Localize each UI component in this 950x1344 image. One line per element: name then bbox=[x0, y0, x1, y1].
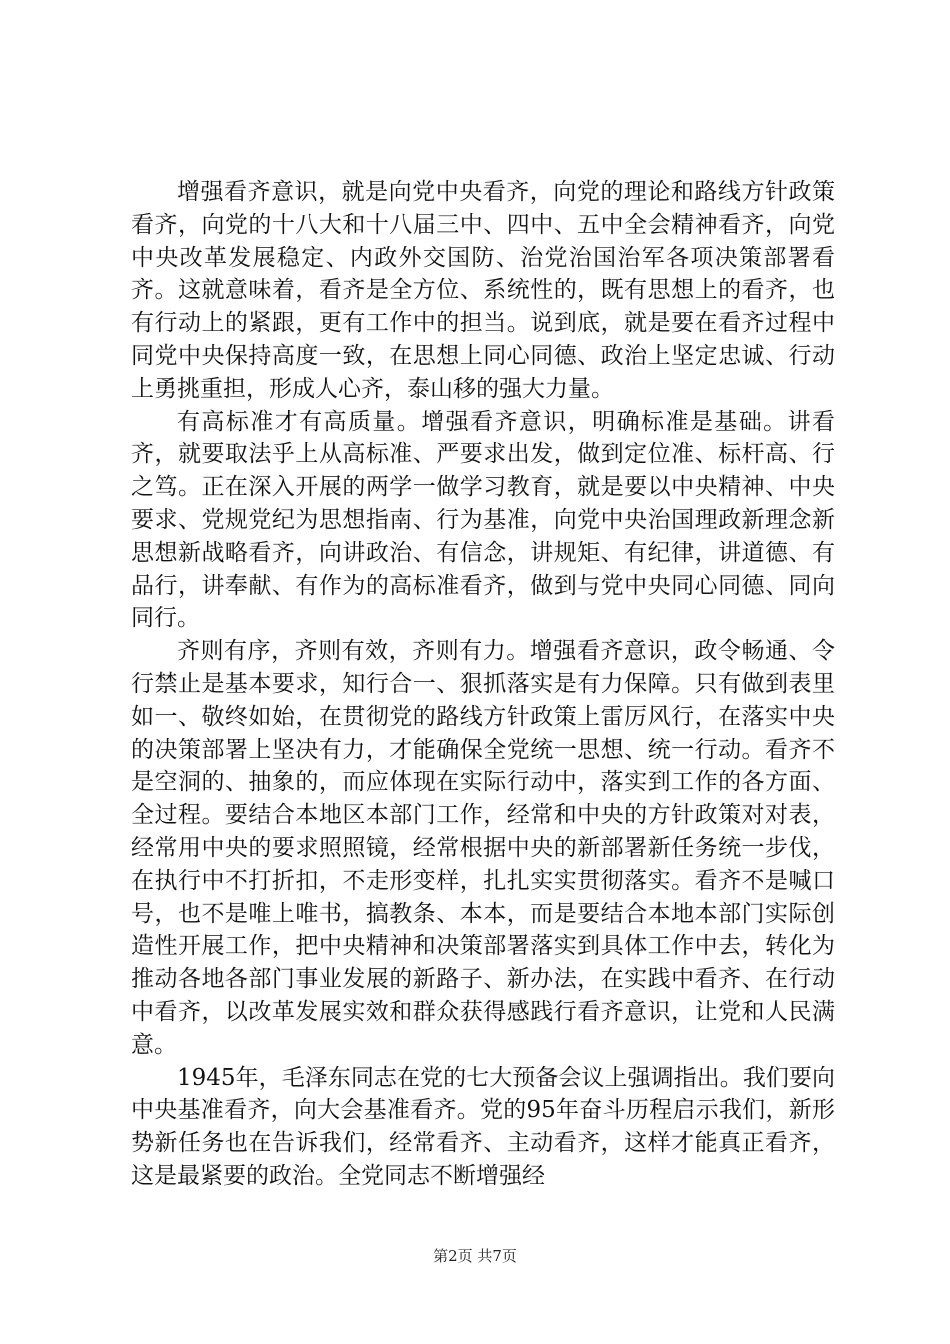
paragraph-4: 1945年，毛泽东同志在党的七大预备会议上强调指出。我们要向中央基准看齐，向大会基准看齐。党的95年奋斗历程启示我们，新形势新任务也在告诉我们，经常看齐、主动看齐，这样才能真正看齐，这是最紧要的政治。全党同志不断增强经 bbox=[131, 1064, 835, 1189]
paragraph-2: 有高标准才有高质量。增强看齐意识，明确标准是基础。讲看齐，就要取法乎上从高标准、严要求出发，做到定位准、标杆高、行之笃。正在深入开展的两学一做学习教育，就是要以中央精神、中央要求、党规党纪为思想指南、行为基准，向党中央治国理政新理念新思想新战略看齐，向讲政治、有信念，讲规矩、有纪律，讲道德、有品行，讲奉献、有作为的高标准看齐，做到与党中央同心同德、同向同行。 bbox=[131, 408, 835, 632]
paragraph-3: 齐则有序，齐则有效，齐则有力。增强看齐意识，政令畅通、令行禁止是基本要求，知行合一、狠抓落实是有力保障。只有做到表里如一、敬终如始，在贯彻党的路线方针政策上雷厉风行，在落实中央的决策部署上坚决有力，才能确保全党统一思想、统一行动。看齐不是空洞的、抽象的，而应体现在实际行动中，落实到工作的各方面、全过程。要结合本地区本部门工作，经常和中央的方针政策对对表，经常用中央的要求照照镜，经常根据中央的新部署新任务统一步伐，在执行中不打折扣，不走形变样，扎扎实实贯彻落实。看齐不是喊口号，也不是唯上唯书，搞教条、本本，而是要结合本地本部门实际创造性开展工作，把中央精神和决策部署落实到具体工作中去，转化为推动各地各部门事业发展的新路子、新办法，在实践中看齐、在行动中看齐，以改革发展实效和群众获得感践行看齐意识，让党和人民满意。 bbox=[131, 638, 835, 1058]
paragraph-1: 增强看齐意识，就是向党中央看齐，向党的理论和路线方针政策看齐，向党的十八大和十八届三中、四中、五中全会精神看齐，向党中央改革发展稳定、内政外交国防、治党治国治军各项决策部署看齐。这就意味着，看齐是全方位、系统性的，既有思想上的看齐，也有行动上的紧跟，更有工作中的担当。说到底，就是要在看齐过程中同党中央保持高度一致，在思想上同心同德、政治上坚定忠诚、行动上勇挑重担，形成人心齐，泰山移的强大力量。 bbox=[131, 179, 835, 402]
document-body bbox=[131, 176, 835, 1193]
page-number-footer: 第2页 共7页 bbox=[433, 1247, 517, 1265]
